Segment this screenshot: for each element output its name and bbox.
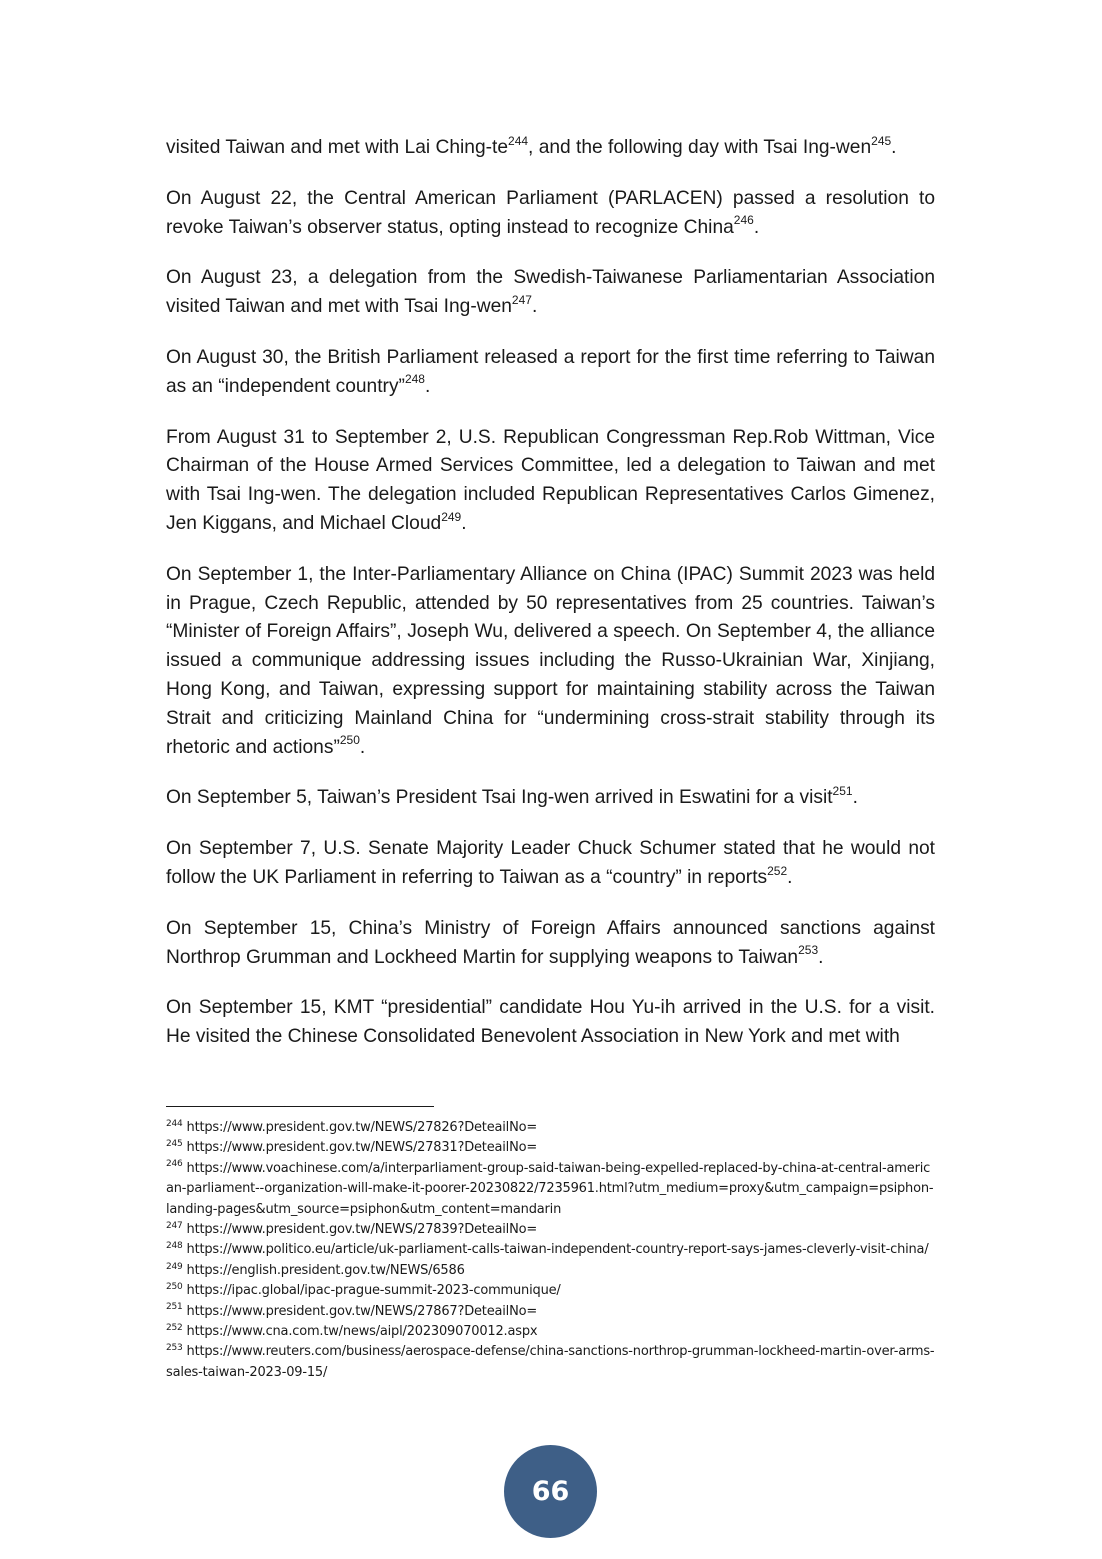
footnote: [166, 1220, 936, 1240]
paragraph: [166, 264, 935, 322]
paragraph-text: visited Taiwan and met with Lai Ching-te: [166, 137, 509, 158]
paragraph-text: On August 23, a delegation from the Swedish-Taiwanese Parliamentarian Association visited Taiwan and met with Tsai Ing-wen: [166, 267, 935, 318]
paragraph-text: On September 15, China’s Ministry of Foreign Affairs announced sanctions against Northrop Grumman and Lockheed Martin for supplying weapons to Taiwan: [166, 917, 935, 968]
paragraph: [166, 134, 935, 163]
footnote: [166, 1138, 936, 1158]
footnote-link[interactable]: https://english.president.gov.tw/NEWS/6586: [186, 1262, 465, 1278]
paragraph-text: From August 31 to September 2, U.S. Republican Congressman Rep.Rob Wittman, Vice Chairman of the House Armed Services Committee, led a delegation to Taiwan and met with Tsai Ing-wen. The delegation included Republican Representatives Carlos Gimenez, Jen Kiggans, and Michael Cloud: [166, 426, 935, 534]
footnote-number: 251: [166, 1302, 183, 1313]
paragraph-text: .: [359, 736, 366, 758]
footnote-link[interactable]: https://www.president.gov.tw/NEWS/27826?DeteailNo=: [186, 1120, 538, 1135]
footnote-link[interactable]: https://www.president.gov.tw/NEWS/27839?DeteailNo=: [186, 1222, 538, 1238]
page-number-badge: 66: [504, 1445, 597, 1538]
footnote-reference[interactable]: 246: [733, 213, 754, 228]
footnote-reference[interactable]: 244: [508, 133, 529, 148]
paragraph-text: , and the following day with Tsai Ing-wen: [528, 137, 872, 158]
paragraph-text: .: [531, 296, 538, 318]
paragraph-text: On September 15, KMT “presidential” candidate Hou Yu-ih arrived in the U.S. for a visit. He visited the Chinese Consolidated Benevolent Association in New York and met with: [166, 997, 935, 1048]
paragraph-text: .: [891, 137, 897, 158]
footnote: [166, 1261, 936, 1281]
footnote-number: 246: [166, 1159, 183, 1170]
footnote-reference[interactable]: 253: [798, 943, 819, 958]
paragraph-text: .: [818, 946, 824, 968]
paragraph-text: .: [787, 866, 793, 888]
footnote-link[interactable]: https://www.president.gov.tw/NEWS/27867?DeteailNo=: [186, 1303, 538, 1319]
footnote-number: 245: [166, 1139, 183, 1150]
paragraph-text: On August 22, the Central American Parliament (PARLACEN) passed a resolution to revoke Taiwan’s observer status, opting instead to recognize China: [166, 187, 935, 238]
paragraph-text: .: [852, 787, 858, 809]
footnote: [166, 1118, 936, 1138]
paragraph: [166, 994, 935, 1052]
footnote-reference[interactable]: 247: [511, 292, 532, 307]
body-text: [166, 134, 935, 1052]
footnote-link[interactable]: https://www.cna.com.tw/news/aipl/202309070012.aspx: [186, 1324, 538, 1340]
paragraph-text: .: [461, 512, 467, 534]
footnote-number: 252: [166, 1322, 183, 1333]
paragraph: [166, 424, 935, 539]
footnote-link[interactable]: https://www.reuters.com/business/aerospace-defense/china-sanctions-northrop-grumman-lockheed-martin-over-arms-sales-taiwan-2023-09-15/: [166, 1344, 935, 1380]
footnote: [166, 1281, 936, 1301]
footnotes: [166, 1118, 936, 1383]
paragraph: [166, 344, 935, 402]
footnote-link[interactable]: https://www.voachinese.com/a/interparliament-group-said-taiwan-being-expelled-replaced-by-china-at-central-american-parliament--organization-will-make-it-poorer-20230822/7235961.html?utm_medium=proxy&utm_campaign=psiphon-landing-pages&utm_source=psiphon&utm_content=mandarin: [166, 1160, 934, 1217]
footnote: [166, 1240, 936, 1260]
footnote-reference[interactable]: 251: [832, 783, 853, 798]
footnote-link[interactable]: https://www.politico.eu/article/uk-parliament-calls-taiwan-independent-country-report-says-james-cleverly-visit-china/: [186, 1242, 929, 1258]
footnote-number: 253: [166, 1343, 183, 1354]
footnote-reference[interactable]: 249: [441, 509, 462, 524]
footnote-separator: [166, 1106, 434, 1107]
footnote-reference[interactable]: 245: [871, 133, 892, 148]
paragraph-text: .: [424, 375, 431, 397]
paragraph-text: On September 7, U.S. Senate Majority Leader Chuck Schumer stated that he would not follow the UK Parliament in referring to Taiwan as a “country” in reports: [166, 838, 935, 888]
paragraph-text: On September 1, the Inter-Parliamentary Alliance on China (IPAC) Summit 2023 was held in Prague, Czech Republic, attended by 50 representatives from 25 countries. Taiwan’s “Minister of Foreign Affairs”, Joseph Wu, delivered a speech. On September 4, the alliance issued a communique addressing issues including the Russo-Ukrainian War, Xinjiang, Hong Kong, and Taiwan, expressing support for maintaining stability across the Taiwan Strait and criticizing Mainland China for “undermining cross-strait stability through its rhetoric and actions”: [166, 563, 935, 758]
footnote-number: 248: [166, 1241, 183, 1252]
footnote-number: 250: [166, 1281, 183, 1292]
footnote-number: 247: [166, 1220, 183, 1231]
paragraph: [166, 835, 935, 893]
paragraph-text: .: [753, 216, 760, 238]
footnote: [166, 1302, 936, 1322]
paragraph: [166, 784, 935, 813]
footnote-number: 244: [166, 1118, 183, 1129]
footnote-number: 249: [166, 1261, 183, 1272]
footnote: [166, 1159, 936, 1220]
paragraph: [166, 185, 935, 243]
footnote-link[interactable]: https://www.president.gov.tw/NEWS/27831?DeteailNo=: [186, 1140, 538, 1156]
paragraph: [166, 561, 935, 763]
paragraph-text: On September 5, Taiwan’s President Tsai Ing-wen arrived in Eswatini for a visit: [166, 787, 833, 809]
footnote-link[interactable]: https://ipac.global/ipac-prague-summit-2023-communique/: [186, 1283, 561, 1299]
footnote-reference[interactable]: 248: [404, 372, 425, 387]
footnote: [166, 1322, 936, 1342]
footnote-reference[interactable]: 252: [767, 863, 788, 878]
paragraph-text: On August 30, the British Parliament released a report for the first time referring to Taiwan as an “independent country”: [166, 346, 935, 397]
paragraph: [166, 915, 935, 973]
footnote: [166, 1342, 936, 1383]
footnote-reference[interactable]: 250: [339, 733, 360, 748]
